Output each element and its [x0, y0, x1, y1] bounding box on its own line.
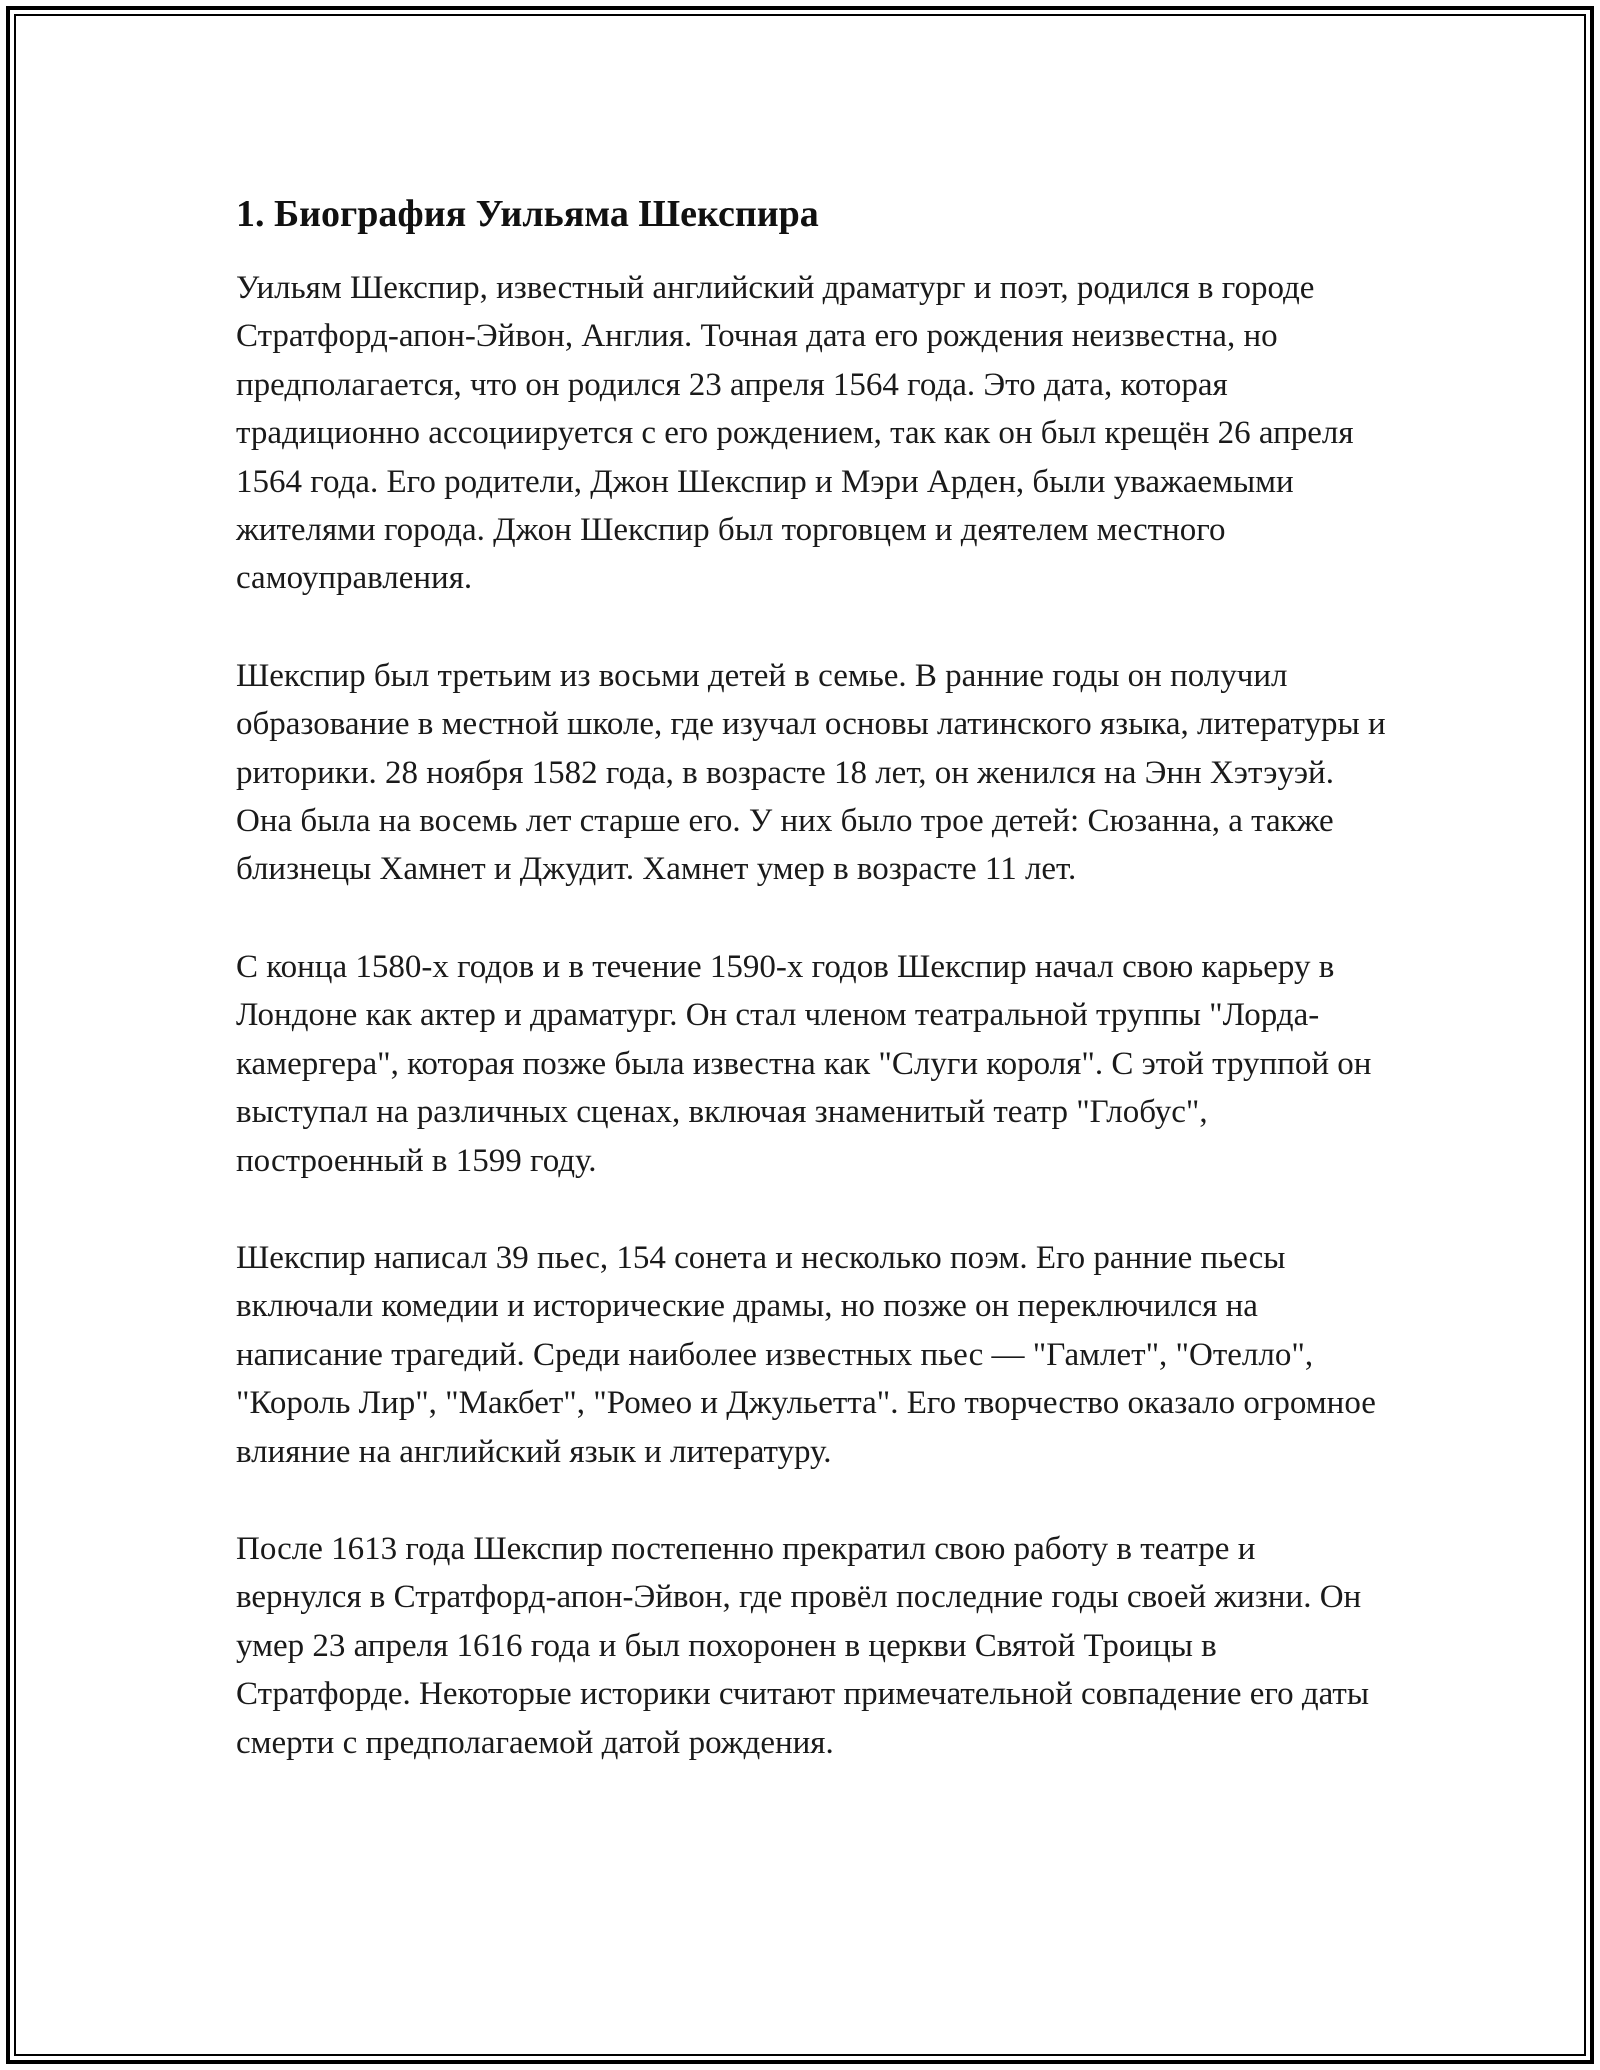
section-heading: 1. Биография Уильяма Шекспира: [236, 193, 819, 235]
paragraph-family: Шекспир был третьим из восьми детей в семье. В ранние годы он получил образование в местной школе, где изучал основы латинского языка, литературы и риторики. 28 ноября 1582 года, в возрасте 18 лет, он женился на Энн Хэтэуэй. Она была на восемь лет старше его. У них было трое детей: Сюзанна, а также близнецы Хамнет и Джудит. Хамнет умер в возрасте 11 лет.: [236, 657, 1386, 888]
paragraph-birth: Уильям Шекспир, известный английский драматург и поэт, родился в городе Стратфорд-апон-Эйвон, Англия. Точная дата его рождения неизвестна, но предполагается, что он родился 23 апреля 1564 года. Это дата, которая традиционно ассоциируется с его рождением, так как он был крещён 26 апреля 1564 года. Его родители, Джон Шекспир и Мэри Арден, были уважаемыми жителями города. Джон Шекспир был торговцем и деятелем местного самоуправления.: [236, 270, 1354, 597]
paragraph-works: Шекспир написал 39 пьес, 154 сонета и несколько поэм. Его ранние пьесы включали комедии и исторические драмы, но позже он переключился на написание трагедий. Среди наиболее известных пьес — "Гамлет", "Отелло", "Король Лир", "Макбет", "Ромео и Джульетта". Его творчество оказало огромное влияние на английский язык и литературу.: [236, 1239, 1376, 1470]
document-body: [236, 186, 1386, 1816]
paragraph-london-career: С конца 1580-х годов и в течение 1590-х годов Шекспир начал свою карьеру в Лондоне как актер и драматург. Он стал членом театральной труппы "Лорда-камергера", которая позже была известна как "Слуги короля". С этой труппой он выступал на различных сценах, включая знаменитый театр "Глобус", построенный в 1599 году.: [236, 948, 1372, 1179]
paragraph-later-life: После 1613 года Шекспир постепенно прекратил свою работу в театре и вернулся в Стратфорд-апон-Эйвон, где провёл последние годы своей жизни. Он умер 23 апреля 1616 года и был похоронен в церкви Святой Троицы в Стратфорде. Некоторые историки считают примечательной совпадение его даты смерти с предполагаемой датой рождения.: [236, 1530, 1370, 1761]
